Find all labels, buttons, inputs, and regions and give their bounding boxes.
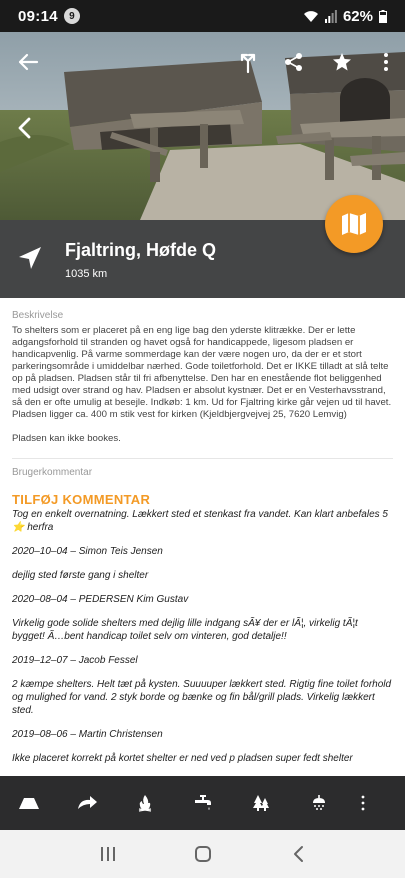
campfire-icon [138,794,152,812]
navigation-arrow-icon [16,244,44,272]
status-bar [0,0,405,32]
directions-button[interactable] [232,46,264,78]
share-button[interactable] [278,46,310,78]
more-options-button[interactable] [370,46,402,78]
comment-item [12,678,393,740]
comment-text: Ikke placeret korrekt på kortet shelter er ned ved p pladsen super fedt shelter [12,753,353,764]
chevron-left-icon [292,845,304,863]
facility-route[interactable] [58,776,116,830]
comment-meta: 2020–08–04 – PEDERSEN Kim Gustav [12,594,189,605]
comment-text: dejlig sted første gang i shelter [12,570,149,581]
comment-text: Tog en enkelt overnatning. Lækkert sted et stenkast fra vandet. Kan klart anbefales 5 ⭐ herfra [12,509,388,533]
facility-more[interactable] [348,776,378,830]
comment-item [12,569,393,605]
comment-text: Virkelig gode solide shelters med dejlig lille indgang sÃ¥ der er lÃ¦, virkelig tÃ¦t bygget! Ã…bent handicap toilet selv om vinteren, god detalje!! [12,618,358,642]
arrow-left-icon [17,53,39,71]
map-icon [341,212,367,236]
wifi-icon [303,10,319,23]
place-details[interactable] [0,298,405,776]
status-time: 09:14 [18,7,58,25]
facility-shower[interactable] [290,776,348,830]
comment-meta: 2020–10–04 – Simon Teis Jensen [12,546,163,557]
place-title: Fjaltring, Høfde Q [65,240,216,260]
battery-percent: 62% [342,7,373,25]
comment-list [12,508,393,788]
map-button[interactable] [325,195,383,253]
shower-icon [310,794,328,812]
star-icon [332,52,352,72]
description-text: To shelters som er placeret på en eng lige bag den yderste klitrække. Der er lette adgangsforhold til stranden og havet også for handicappede, ligesom pladsen er handicapvenlig. På varme sommerdage kan der være nogen uro, da der er et stort parkeringsområde i umiddelbar nærhed. Gode toiletforhold. Det er IKKE tilladt at slå telte op på pladsen. Pladsen står til fri afbenyttelse. Den har en enestående flot beliggenhed med udsigt over strand og hav. Pladsen er absolut kystnær. Det er en Vesterhavsstrand, så den er ofte umulig at besejle. Indkøb: 1 km. Ud for Fjaltring kirke går vejen ud til havet. Pladsen ligger ca. 400 m stik vest for kirken (Kjeldbjergvejvej 25, 7620 Lemvig) [12,325,392,420]
facility-forest[interactable] [232,776,290,830]
place-distance: 1035 km [65,268,108,280]
battery-icon [379,10,387,23]
add-comment-button[interactable]: TILFØJ KOMMENTAR [12,492,151,507]
turn-arrow-icon [76,795,98,811]
comment-meta: 2019–08–06 – Martin Christensen [12,729,163,740]
comment-text: 2 kæmpe shelters. Helt tæt på kysten. Suuuuper lækkert sted. Rigtig fine toilet forhold og mulighed for vand. 2 styk borde og bænke og fin bål/grill plads. Virkelig lækkert sted. [12,679,392,716]
comment-item [12,617,393,666]
shelter-icon [18,796,40,810]
system-navigation-bar [0,830,405,878]
facility-water[interactable] [174,776,232,830]
home-icon [194,845,212,863]
recent-apps-button[interactable] [88,834,128,874]
home-button[interactable] [183,834,223,874]
previous-photo-button[interactable] [8,108,40,148]
more-icon [359,794,367,812]
comments-label: Brugerkommentar [12,467,93,478]
chevron-left-icon [17,117,31,139]
facility-shelter[interactable] [0,776,58,830]
back-button[interactable] [12,46,44,78]
water-tap-icon [194,794,212,812]
signal-icon [325,10,337,23]
notification-count-badge: 9 [64,8,80,24]
status-indicators [303,8,387,25]
forest-icon [252,794,270,812]
comment-meta: 2019–12–07 – Jacob Fessel [12,655,138,666]
booking-note: Pladsen kan ikke bookes. [12,433,121,444]
favorite-button[interactable] [326,46,358,78]
place-photo[interactable] [0,32,405,220]
recent-apps-icon [100,846,116,862]
facility-campfire[interactable] [116,776,174,830]
more-vertical-icon [383,52,389,72]
section-divider [12,458,393,459]
facility-icon-bar[interactable] [0,776,405,830]
share-icon [284,52,304,72]
description-label: Beskrivelse [12,310,64,321]
directions-split-icon [238,51,258,73]
system-back-button[interactable] [278,834,318,874]
comment-item [12,508,393,557]
